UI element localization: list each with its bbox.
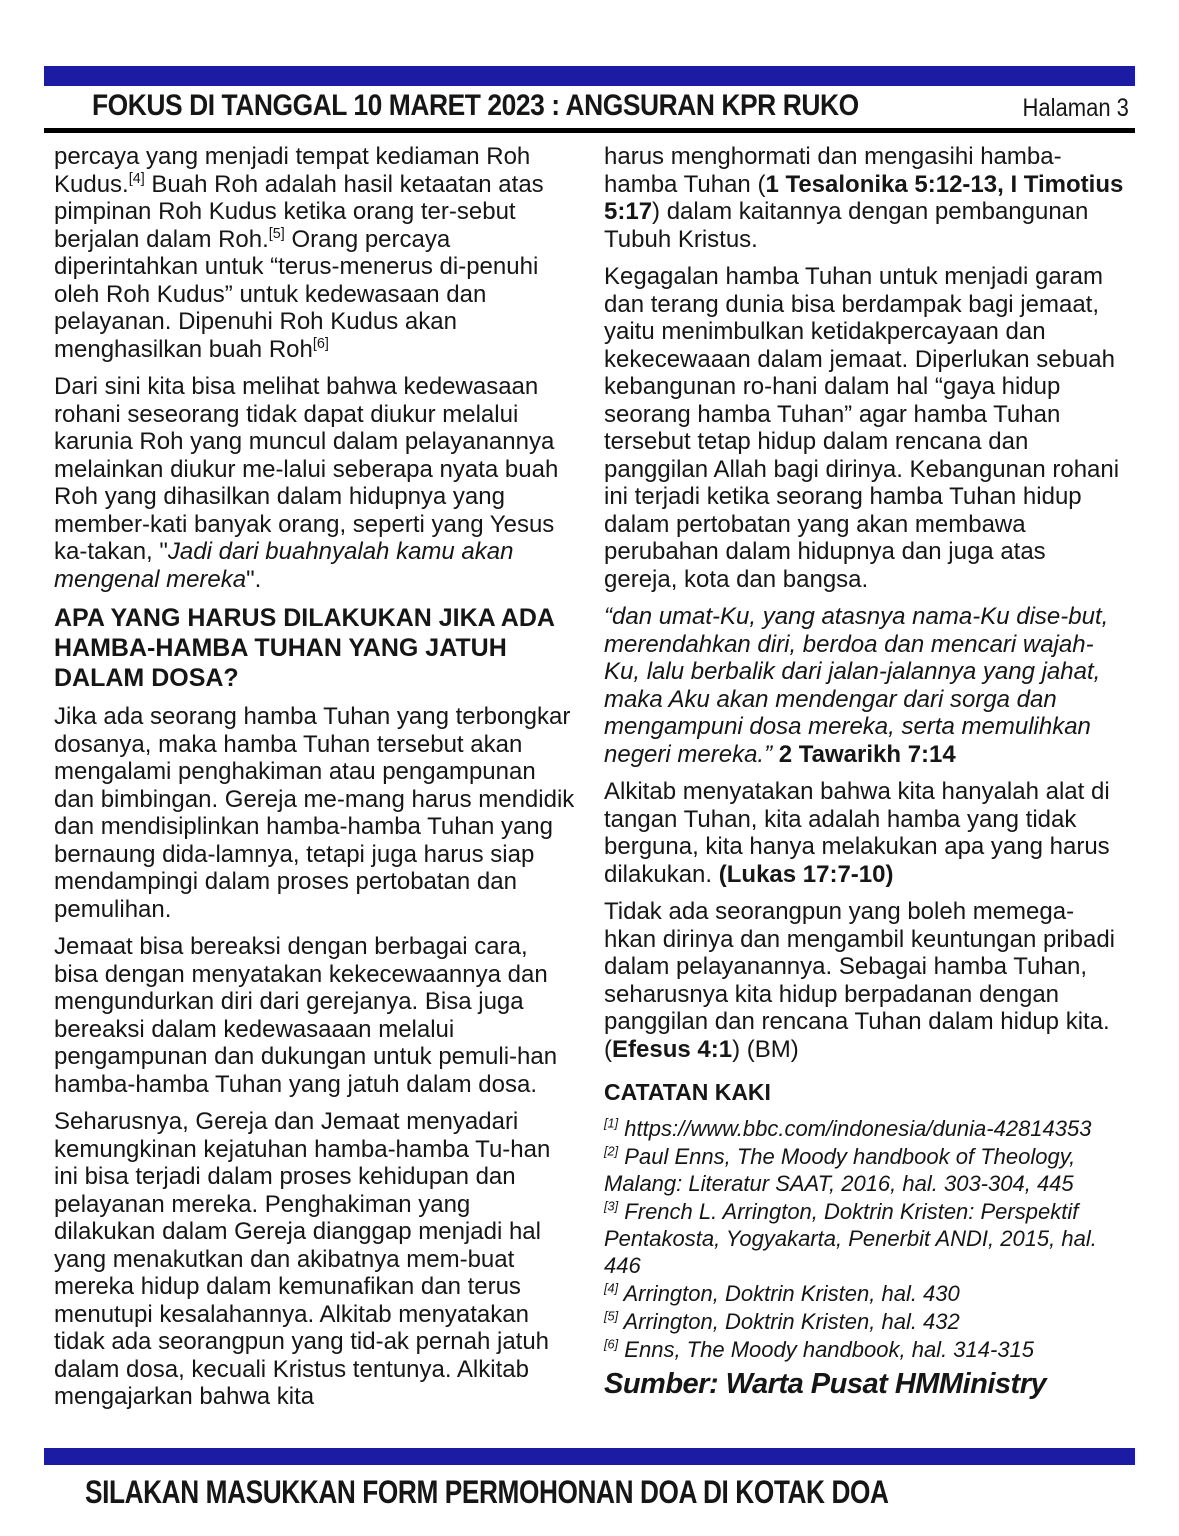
footnote-item <box>604 1143 1125 1197</box>
scripture-quote-run: Jadi dari buahnyalah kamu akan mengenal mereka <box>54 538 514 593</box>
text-run: ) dalam kaitannya dengan pembangunan Tubuh Kristus. <box>604 198 1089 253</box>
text-run: ". <box>246 565 262 593</box>
page-footer <box>44 1448 1135 1511</box>
footnote-marker: [5] <box>604 1308 619 1324</box>
footnote-marker: [4] <box>604 1280 619 1296</box>
footnote-marker: [6] <box>604 1336 619 1352</box>
paragraph <box>604 143 1125 253</box>
footnote-text: Arrington, Doktrin Kristen, hal. 432 <box>618 1308 960 1334</box>
text-run: Tidak ada seorangpun yang boleh memega-hkan dirinya dan mengambil keuntungan pribadi dalam pelayanannya. Sebagai hamba Tuhan, seharusnya kita hidup berpadanan dengan panggilan dan rencana Tuhan dalam hidup kita. ( <box>604 898 1116 1063</box>
footnote-ref: [6] <box>312 335 329 352</box>
text-run: harus menghormati dan mengasihi hamba-hamba Tuhan ( <box>604 143 1062 198</box>
footnote-marker: [2] <box>604 1143 619 1159</box>
text-run: Buah Roh adalah hasil ketaatan atas pimpinan Roh Kudus ketika orang ter-sebut berjalan dalam Roh. <box>54 170 544 253</box>
text-run: ) (BM) <box>732 1035 799 1063</box>
page-title: FOKUS DI TANGGAL 10 MARET 2023 : ANGSURAN KPR RUKO <box>92 89 859 122</box>
page-header <box>44 86 1135 128</box>
footer-text: SILAKAN MASUKKAN FORM PERMOHONAN DOA DI KOTAK DOA <box>85 1474 889 1510</box>
text-run: Alkitab menyatakan bahwa kita hanyalah alat di tangan Tuhan, kita adalah hamba yang tidak berguna, kita hanya melakukan apa yang harus dilakukan. <box>604 778 1110 888</box>
bible-reference: 1 Tesalonika 5:12-13, I Timotius 5:17 <box>604 170 1124 225</box>
quote-paragraph <box>604 603 1125 768</box>
text-run: Orang percaya diperintahkan untuk “terus-menerus di-penuhi oleh Roh Kudus” untuk kedewasaan dan pelayanan. Dipenuhi Roh Kudus akan menghasilkan buah Roh <box>54 225 539 363</box>
footnotes-title: CATATAN KAKI <box>604 1079 771 1105</box>
page-number: Halaman 3 <box>1022 94 1129 122</box>
footnote-text: French L. Arrington, Doktrin Kristen: Perspektif Pentakosta, Yogyakarta, Penerbit ANDI, 2015, hal. 446 <box>604 1198 1097 1278</box>
footnote-marker: [3] <box>604 1198 619 1214</box>
page-sheet <box>44 0 1135 1536</box>
footnote-text: Paul Enns, The Moody handbook of Theology, Malang: Literatur SAAT, 2016, hal. 303-304, 445 <box>604 1143 1076 1196</box>
text-run: percaya yang menjadi tempat kediaman Roh Kudus. <box>54 143 531 198</box>
bible-reference: (Lukas 17:7-10) <box>718 860 894 888</box>
paragraph <box>604 898 1125 1063</box>
footnote-item <box>604 1198 1125 1279</box>
paragraph <box>54 373 575 593</box>
paragraph <box>54 143 575 363</box>
content-columns <box>44 133 1135 1421</box>
footnote-ref: [5] <box>268 225 285 242</box>
footnote-item <box>604 1336 1125 1363</box>
paragraph: Jemaat bisa bereaksi dengan berbagai cara, bisa dengan menyatakan kekecewaannya dan mengundurkan diri dari gerejanya. Bisa juga bereaksi dalam kedewasaaan melalui pengampunan dan dukungan untuk pemuli-han hamba-hamba Tuhan yang jatuh dalam dosa. <box>54 933 558 1098</box>
footnote-text: Enns, The Moody handbook, hal. 314-315 <box>618 1336 1035 1362</box>
section-heading: APA YANG HARUS DILAKUKAN JIKA ADA HAMBA-HAMBA TUHAN YANG JATUH DALAM DOSA? <box>54 604 555 692</box>
paragraph: Kegagalan hamba Tuhan untuk menjadi garam dan terang dunia bisa berdampak bagi jemaat, yaitu menimbulkan ketidakpercayaan dan kekecewaaan dalam jemaat. Diperlukan sebuah kebangunan ro-hani dalam hal “gaya hidup seorang hamba Tuhan” agar hamba Tuhan tersebut tetap hidup dalam rencana dan panggilan Allah bagi dirinya. Kebangunan rohani ini terjadi ketika seorang hamba Tuhan hidup dalam pertobatan yang akan membawa perubahan dalam hidupnya dan juga atas gereja, kota dan bangsa. <box>604 263 1120 593</box>
right-column <box>604 143 1125 1421</box>
footnote-text: Arrington, Doktrin Kristen, hal. 430 <box>618 1280 960 1306</box>
paragraph: Jika ada seorang hamba Tuhan yang terbongkar dosanya, maka hamba Tuhan tersebut akan mengalami penghakiman atau pengampunan dan bimbingan. Gereja me-mang harus mendidik dan mendisiplinkan hamba-hamba Tuhan yang bernaung dida-lamnya, tetapi juga harus siap mendampingi dalam proses pertobatan dan pemulihan. <box>54 703 575 923</box>
footnote-marker: [1] <box>604 1115 619 1131</box>
paragraph: Seharusnya, Gereja dan Jemaat menyadari kemungkinan kejatuhan hamba-hamba Tu-han ini bisa terjadi dalam proses kehidupan dan pelayanan mereka. Penghakiman yang dilakukan dalam Gereja dianggap menjadi hal yang menakutkan dan akibatnya mem-buat mereka hidup dalam kemunafikan dan terus menutupi kesalahannya. Alkitab menyatakan tidak ada seorangpun yang tid-ak pernah jatuh dalam dosa, kecuali Kristus tentunya. Alkitab mengajarkan bahwa kita <box>54 1108 551 1410</box>
footnote-text: https://www.bbc.com/indonesia/dunia-42814353 <box>618 1115 1092 1141</box>
scripture-quote-run: “dan umat-Ku, yang atasnya nama-Ku dise-but, merendahkan diri, berdoa dan mencari wajah-Ku, lalu berbalik dari jalan-jalannya yang jahat, maka Aku akan mendengar dari sorga dan mengampuni dosa mereka, serta memulihkan negeri mereka.” <box>604 603 1109 768</box>
left-column <box>54 143 575 1421</box>
paragraph <box>604 778 1125 888</box>
footnote-ref: [4] <box>128 170 145 187</box>
top-accent-bar <box>44 66 1135 86</box>
footnote-item <box>604 1280 1125 1307</box>
bible-reference: Efesus 4:1 <box>612 1035 733 1063</box>
bible-reference: 2 Tawarikh 7:14 <box>778 740 956 768</box>
source-line: Sumber: Warta Pusat HMMinistry <box>604 1367 1047 1400</box>
footnotes-section <box>604 1079 1125 1398</box>
footnote-item <box>604 1308 1125 1335</box>
text-run: Dari sini kita bisa melihat bahwa kedewasaan rohani seseorang tidak dapat diukur melalui karunia Roh yang muncul dalam pelayanannya melainkan diukur me-lalui seberapa nyata buah Roh yang dihasilkan dalam hidupnya yang member-kati banyak orang, seperti yang Yesus ka-takan, " <box>54 373 559 565</box>
footer-accent-bar <box>44 1448 1135 1465</box>
footnote-item <box>604 1115 1125 1142</box>
